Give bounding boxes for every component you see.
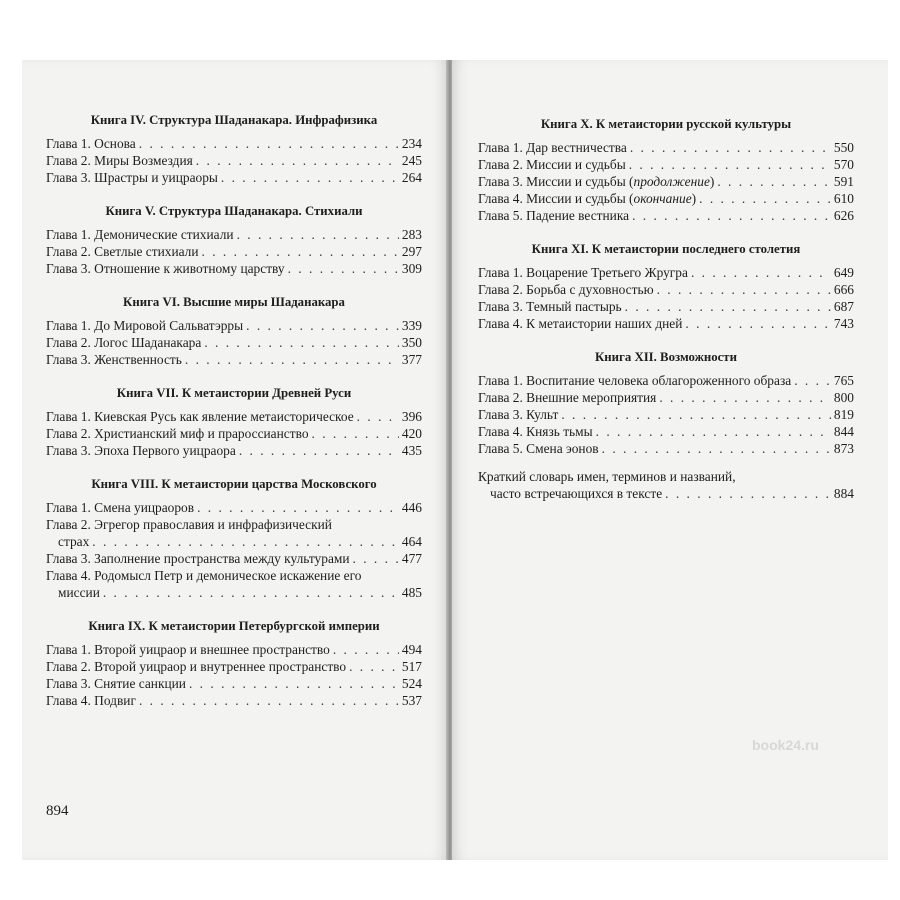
page-ref: 570 bbox=[833, 157, 854, 172]
chapter-title: Глава 4. К метаистории наших дней bbox=[478, 316, 683, 331]
chapter-title bbox=[478, 173, 714, 190]
page-ref: 446 bbox=[401, 500, 422, 515]
dot-leader bbox=[596, 423, 831, 440]
chapter-title: Глава 1. Второй уицраор и внешнее пространство bbox=[46, 642, 330, 657]
toc-entry bbox=[478, 406, 854, 423]
book-section bbox=[46, 385, 422, 459]
toc-entry bbox=[478, 423, 854, 440]
page-ref: 435 bbox=[401, 443, 422, 458]
toc-entry bbox=[46, 334, 422, 351]
dot-leader bbox=[353, 550, 399, 567]
chapter-title: Глава 5. Падение вестника bbox=[478, 208, 630, 223]
chapter-title: Глава 1. Дар вестничества bbox=[478, 140, 627, 155]
page-ref: 350 bbox=[401, 335, 422, 350]
dot-leader bbox=[221, 169, 399, 186]
chapter-title: Глава 2. Логос Шаданакара bbox=[46, 335, 202, 350]
chapter-title: Глава 3. Темный пастырь bbox=[478, 299, 622, 314]
toc-entry bbox=[478, 298, 854, 315]
page-ref: 800 bbox=[833, 390, 854, 405]
dot-leader bbox=[691, 264, 831, 281]
toc-entry bbox=[478, 485, 854, 502]
chapter-title: Глава 4. Родомысл Петр и демоническое искажение его bbox=[46, 568, 362, 583]
toc-entry bbox=[46, 533, 422, 550]
chapter-title bbox=[478, 190, 696, 207]
toc-entry bbox=[46, 169, 422, 186]
dot-leader bbox=[139, 135, 399, 152]
toc-entry bbox=[478, 440, 854, 457]
dot-leader bbox=[794, 372, 831, 389]
page-ref: 517 bbox=[401, 659, 422, 674]
page-ref: 264 bbox=[401, 170, 422, 185]
dot-leader bbox=[665, 485, 831, 502]
page-ref: 743 bbox=[833, 316, 854, 331]
chapter-title-end: ) bbox=[691, 191, 697, 206]
book-title: Книга X. К метаистории русской культуры bbox=[540, 117, 792, 131]
left-toc bbox=[46, 112, 422, 726]
dot-leader bbox=[657, 281, 831, 298]
dot-leader bbox=[685, 315, 830, 332]
page-ref: 339 bbox=[401, 318, 422, 333]
chapter-title: Глава 1. Демонические стихиали bbox=[46, 227, 234, 242]
chapter-title: Глава 3. Заполнение пространства между культурами bbox=[46, 551, 350, 566]
dot-leader bbox=[185, 351, 399, 368]
chapter-title-italic: окончание bbox=[633, 191, 692, 206]
dot-leader bbox=[288, 260, 399, 277]
right-page bbox=[452, 60, 888, 860]
chapter-title: Глава 3. Женственность bbox=[46, 352, 182, 367]
toc-entry bbox=[478, 264, 854, 281]
dot-leader bbox=[92, 533, 399, 550]
page-ref: 687 bbox=[833, 299, 854, 314]
toc-entry bbox=[46, 135, 422, 152]
toc-entry bbox=[478, 281, 854, 298]
toc-entry bbox=[478, 173, 854, 190]
chapter-title: Глава 4. Князь тьмы bbox=[478, 424, 593, 439]
dot-leader bbox=[659, 389, 831, 406]
page-ref: 537 bbox=[401, 693, 422, 708]
book-section bbox=[46, 203, 422, 277]
toc-entry bbox=[46, 550, 422, 567]
dot-leader bbox=[103, 584, 399, 601]
page-ref: 283 bbox=[401, 227, 422, 242]
left-page bbox=[22, 60, 448, 860]
dot-leader bbox=[561, 406, 831, 423]
page-ref: 485 bbox=[401, 585, 422, 600]
right-toc bbox=[478, 116, 854, 502]
chapter-title: Глава 1. Основа bbox=[46, 136, 136, 151]
chapter-title-continuation: страх bbox=[58, 534, 90, 549]
dot-leader bbox=[312, 425, 399, 442]
chapter-title: Глава 2. Борьба с духовностью bbox=[478, 282, 654, 297]
page-ref: 464 bbox=[401, 534, 422, 549]
chapter-title: Глава 3. Шрастры и уицраоры bbox=[46, 170, 218, 185]
chapter-title: Глава 2. Второй уицраор и внутреннее пространство bbox=[46, 659, 347, 674]
dot-leader bbox=[189, 675, 399, 692]
dot-leader bbox=[632, 207, 831, 224]
dot-leader bbox=[202, 243, 399, 260]
dot-leader bbox=[717, 173, 831, 190]
page-ref: 494 bbox=[401, 642, 422, 657]
dot-leader bbox=[625, 298, 831, 315]
page-ref: 610 bbox=[833, 191, 854, 206]
toc-entry bbox=[46, 584, 422, 601]
toc-entry bbox=[46, 658, 422, 675]
dot-leader bbox=[699, 190, 831, 207]
chapter-title-continuation: миссии bbox=[58, 585, 100, 600]
toc-entry bbox=[46, 226, 422, 243]
page-ref: 666 bbox=[833, 282, 854, 297]
page-ref: 420 bbox=[401, 426, 422, 441]
page-number: 894 bbox=[46, 803, 69, 819]
book-title: Книга XI. К метаистории последнего столетия bbox=[531, 242, 801, 256]
page-ref: 477 bbox=[401, 551, 422, 566]
dot-leader bbox=[246, 317, 399, 334]
dot-leader bbox=[237, 226, 399, 243]
toc-entry bbox=[478, 156, 854, 173]
chapter-title: Глава 2. Эгрегор православия и инфрафизический bbox=[46, 517, 332, 532]
toc-entry bbox=[46, 351, 422, 368]
book-title: Книга IV. Структура Шаданакара. Инфрафизика bbox=[90, 113, 378, 127]
chapter-title-main: Глава 3. Миссии и судьбы ( bbox=[478, 174, 634, 189]
page-ref: 649 bbox=[833, 265, 854, 280]
toc-entry bbox=[46, 408, 422, 425]
dot-leader bbox=[196, 152, 399, 169]
book-section bbox=[46, 618, 422, 709]
toc-entry bbox=[46, 260, 422, 277]
page-ref: 234 bbox=[401, 136, 422, 151]
toc-entry bbox=[46, 317, 422, 334]
bleed-through-text: book24.ru bbox=[752, 737, 819, 753]
dot-leader bbox=[204, 334, 399, 351]
book-section bbox=[46, 294, 422, 368]
chapter-title: Глава 2. Внешние мероприятия bbox=[478, 390, 657, 405]
dot-leader bbox=[333, 641, 399, 658]
book-title: Книга V. Структура Шаданакара. Стихиали bbox=[105, 204, 363, 218]
toc-entry bbox=[478, 207, 854, 224]
page-ref: 819 bbox=[833, 407, 854, 422]
toc-entry bbox=[46, 442, 422, 459]
book-section bbox=[478, 116, 854, 224]
book-section bbox=[46, 112, 422, 186]
page-ref: 873 bbox=[833, 441, 854, 456]
chapter-title-main: Глава 4. Миссии и судьбы ( bbox=[478, 191, 634, 206]
dot-leader bbox=[139, 692, 399, 709]
page-ref: 550 bbox=[833, 140, 854, 155]
toc-entry bbox=[46, 692, 422, 709]
chapter-title: Глава 3. Эпоха Первого уицраора bbox=[46, 443, 236, 458]
toc-entry bbox=[46, 641, 422, 658]
page-ref: 591 bbox=[833, 174, 854, 189]
chapter-title: Глава 5. Смена эонов bbox=[478, 441, 599, 456]
page-ref: 884 bbox=[833, 486, 854, 501]
chapter-title: Глава 1. Смена уицраоров bbox=[46, 500, 195, 515]
dot-leader bbox=[357, 408, 399, 425]
dot-leader bbox=[629, 156, 831, 173]
toc-entry bbox=[46, 152, 422, 169]
chapter-title: Глава 1. Воспитание человека облагороженного образа bbox=[478, 373, 792, 388]
chapter-title: Глава 3. Культ bbox=[478, 407, 559, 422]
page-ref: 245 bbox=[401, 153, 422, 168]
glossary-title: Краткий словарь имен, терминов и названий, bbox=[478, 469, 736, 484]
page-ref: 309 bbox=[401, 261, 422, 276]
toc-entry bbox=[478, 389, 854, 406]
chapter-title: Глава 1. До Мировой Сальватэрры bbox=[46, 318, 244, 333]
toc-entry bbox=[46, 499, 422, 516]
dot-leader bbox=[197, 499, 399, 516]
chapter-title: Глава 3. Снятие санкции bbox=[46, 676, 186, 691]
chapter-title: Глава 3. Отношение к животному царству bbox=[46, 261, 285, 276]
chapter-title: Глава 2. Миссии и судьбы bbox=[478, 157, 626, 172]
page-ref: 297 bbox=[401, 244, 422, 259]
chapter-title: Глава 1. Воцарение Третьего Жругра bbox=[478, 265, 688, 280]
book-title: Книга XII. Возможности bbox=[595, 350, 737, 364]
book-section bbox=[478, 241, 854, 332]
book-title: Книга VI. Высшие миры Шаданакара bbox=[123, 295, 345, 309]
toc-entry bbox=[46, 425, 422, 442]
chapter-title: Глава 2. Христианский миф и прароссианство bbox=[46, 426, 309, 441]
book-title: Книга VII. К метаистории Древней Руси bbox=[116, 386, 352, 400]
page-ref: 396 bbox=[401, 409, 422, 424]
glossary-entry bbox=[478, 468, 854, 502]
book-section bbox=[478, 349, 854, 457]
dot-leader bbox=[239, 442, 399, 459]
dot-leader bbox=[602, 440, 831, 457]
toc-entry bbox=[478, 315, 854, 332]
page-ref: 626 bbox=[833, 208, 854, 223]
book-title: Книга VIII. К метаистории царства Московского bbox=[91, 477, 377, 491]
book-title: Книга IX. К метаистории Петербургской империи bbox=[88, 619, 380, 633]
book-section bbox=[46, 476, 422, 601]
toc-entry bbox=[478, 372, 854, 389]
toc-entry bbox=[46, 243, 422, 260]
glossary-title-continuation: часто встречающихся в тексте bbox=[490, 486, 663, 501]
toc-entry bbox=[46, 675, 422, 692]
chapter-title: Глава 1. Киевская Русь как явление метаисторическое bbox=[46, 409, 354, 424]
chapter-title: Глава 2. Светлые стихиали bbox=[46, 244, 199, 259]
toc-entry bbox=[478, 190, 854, 207]
dot-leader bbox=[349, 658, 399, 675]
chapter-title-italic: продолжение bbox=[633, 174, 710, 189]
book-spread bbox=[22, 60, 888, 860]
chapter-title: Глава 4. Подвиг bbox=[46, 693, 136, 708]
page-ref: 844 bbox=[833, 424, 854, 439]
dot-leader bbox=[630, 139, 831, 156]
chapter-title: Глава 2. Миры Возмездия bbox=[46, 153, 193, 168]
page-ref: 765 bbox=[833, 373, 854, 388]
chapter-title-end: ) bbox=[709, 174, 715, 189]
page-ref: 377 bbox=[401, 352, 422, 367]
toc-entry bbox=[478, 139, 854, 156]
page-ref: 524 bbox=[401, 676, 422, 691]
